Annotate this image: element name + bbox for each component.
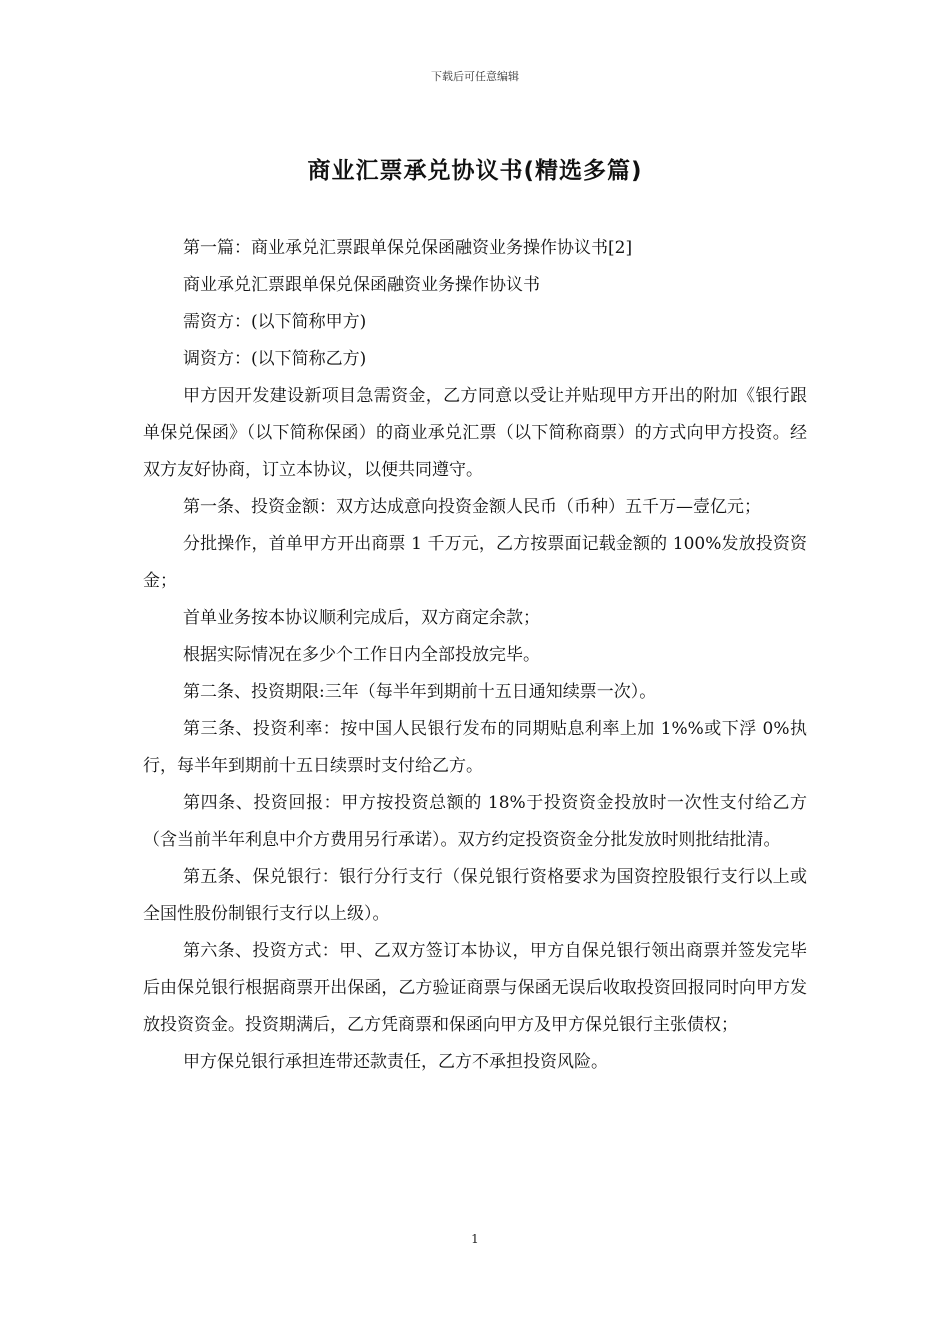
paragraph-article-2: 第二条、投资期限:三年（每半年到期前十五日通知续票一次）。 [183, 682, 657, 702]
document-title: 商业汇票承兑协议书(精选多篇) [307, 158, 643, 184]
paragraph-chapter-heading: 第一篇：商业承兑汇票跟单保兑保函融资业务操作协议书[2] [183, 238, 633, 258]
paragraph-party-a: 需资方：(以下简称甲方) [183, 312, 367, 332]
paragraph-guarantee-liability: 甲方保兑银行承担连带还款责任，乙方不承担投资风险。 [183, 1052, 608, 1072]
page-number: 1 [471, 1232, 479, 1246]
paragraph-article-3: 第三条、投资利率：按中国人民银行发布的同期贴息利率上加 1%%或下浮 0%执行，每半年到期前十五日续票时支付给乙方。 [143, 719, 807, 776]
paragraph-preamble: 甲方因开发建设新项目急需资金，乙方同意以受让并贴现甲方开出的附加《银行跟单保兑保函》（以下简称保函）的商业承兑汇票（以下简称商票）的方式向甲方投资。经双方友好协商，订立本协议，以便共同遵守。 [143, 386, 807, 480]
paragraph-article-6: 第六条、投资方式：甲、乙双方签订本协议，甲方自保兑银行领出商票并签发完毕后由保兑银行根据商票开出保函，乙方验证商票与保函无误后收取投资回报同时向甲方发放投资资金。投资期满后，乙方凭商票和保函向甲方及甲方保兑银行主张债权； [143, 941, 807, 1035]
document-body [143, 230, 807, 1081]
paragraph-article-1: 第一条、投资金额：双方达成意向投资金额人民币（币种）五千万—壹亿元； [183, 497, 761, 517]
paragraph-party-b: 调资方：(以下简称乙方) [183, 349, 367, 369]
paragraph-full-release: 根据实际情况在多少个工作日内全部投放完毕。 [183, 645, 540, 665]
paragraph-article-5: 第五条、保兑银行：银行分行支行（保兑银行资格要求为国资控股银行支行以上或全国性股份制银行支行以上级）。 [143, 867, 807, 924]
header-note: 下载后可任意编辑 [431, 70, 519, 83]
paragraph-agreement-name: 商业承兑汇票跟单保兑保函融资业务操作协议书 [183, 275, 540, 295]
paragraph-batch-operation: 分批操作，首单甲方开出商票 1 千万元，乙方按票面记载金额的 100%发放投资资金； [143, 534, 807, 591]
paragraph-article-4: 第四条、投资回报：甲方按投资总额的 18%于投资资金投放时一次性支付给乙方（含当前半年利息中介方费用另行承诺）。双方约定投资资金分批发放时则批结批清。 [143, 793, 807, 850]
paragraph-first-order: 首单业务按本协议顺利完成后，双方商定余款； [183, 608, 540, 628]
